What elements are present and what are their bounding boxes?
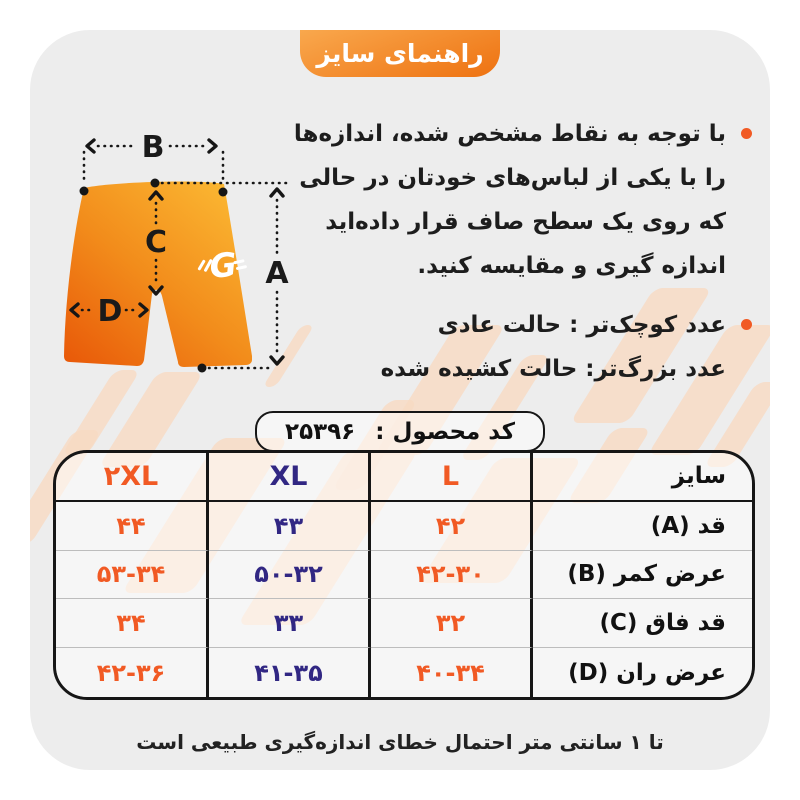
instruction-line: اندازه گیری و مقایسه کنید. xyxy=(417,253,726,279)
product-code-pill xyxy=(255,411,545,452)
col-header-l: L xyxy=(371,453,533,502)
cell-b-l: ۴۲-۳۰ xyxy=(371,551,533,600)
svg-text:G: G xyxy=(207,244,239,286)
arrowhead-up-icon xyxy=(271,189,283,196)
cell-a-l: ۴۲ xyxy=(371,502,533,551)
measure-point xyxy=(80,187,89,196)
cell-a-2xl: ۴۴ xyxy=(56,502,209,551)
row-label-a: قد (A) xyxy=(533,502,752,551)
shorts-measurement-diagram xyxy=(50,120,300,380)
cell-b-xl: ۵۰-۳۲ xyxy=(209,551,371,600)
cell-b-2xl: ۵۳-۳۴ xyxy=(56,551,209,600)
col-header-2xl: ۲XL xyxy=(56,453,209,502)
size-header: سایز xyxy=(533,453,752,502)
cell-c-xl: ۳۳ xyxy=(209,599,371,648)
instructions xyxy=(274,112,754,391)
bullet-dot-icon xyxy=(741,319,752,330)
product-code-value: ۲۵۳۹۶ xyxy=(285,418,356,445)
product-code-label: کد محصول : xyxy=(375,418,515,445)
row-label-d: عرض ران (D) xyxy=(533,648,752,697)
shorts-diagram-svg xyxy=(50,120,300,380)
cell-d-2xl: ۴۲-۳۶ xyxy=(56,648,209,697)
bullet-dot-icon xyxy=(741,128,752,139)
size-table xyxy=(53,450,755,700)
size-guide-banner xyxy=(300,30,500,77)
measure-point xyxy=(151,179,160,188)
label-b: B xyxy=(141,130,165,165)
arrowhead-down-icon xyxy=(271,357,283,364)
instruction-line: را با یکی از لباس‌های خودتان در حالی xyxy=(299,165,726,191)
label-a: A xyxy=(265,256,289,291)
instruction-line: با توجه به نقاط مشخص شده، اندازه‌ها xyxy=(293,121,726,147)
row-label-c: قد فاق (C) xyxy=(533,599,752,648)
measure-point xyxy=(198,364,207,373)
cell-d-l: ۴۰-۳۴ xyxy=(371,648,533,697)
instruction-bullet-1 xyxy=(274,112,754,288)
instruction-line: که روی یک سطح صاف قرار داده‌اید xyxy=(325,209,726,235)
col-header-xl: XL xyxy=(209,453,371,502)
label-d: D xyxy=(97,294,123,329)
cell-d-xl: ۴۱-۳۵ xyxy=(209,648,371,697)
instruction-line: عدد بزرگ‌تر: حالت کشیده شده xyxy=(380,356,726,382)
size-guide-card xyxy=(30,30,770,770)
measure-point xyxy=(219,188,228,197)
instruction-line: عدد کوچک‌تر : حالت عادی xyxy=(437,312,726,338)
banner-title: راهنمای سایز xyxy=(316,39,484,68)
label-c: C xyxy=(144,225,168,260)
cell-c-l: ۳۲ xyxy=(371,599,533,648)
arrowhead-left-icon xyxy=(87,140,94,152)
cell-a-xl: ۴۳ xyxy=(209,502,371,551)
tolerance-footnote: تا ۱ سانتی متر احتمال خطای اندازه‌گیری طبیعی است xyxy=(136,730,664,754)
cell-c-2xl: ۳۴ xyxy=(56,599,209,648)
arrowhead-right-icon xyxy=(209,140,216,152)
instruction-bullet-2 xyxy=(274,303,754,391)
row-label-b: عرض کمر (B) xyxy=(533,551,752,600)
